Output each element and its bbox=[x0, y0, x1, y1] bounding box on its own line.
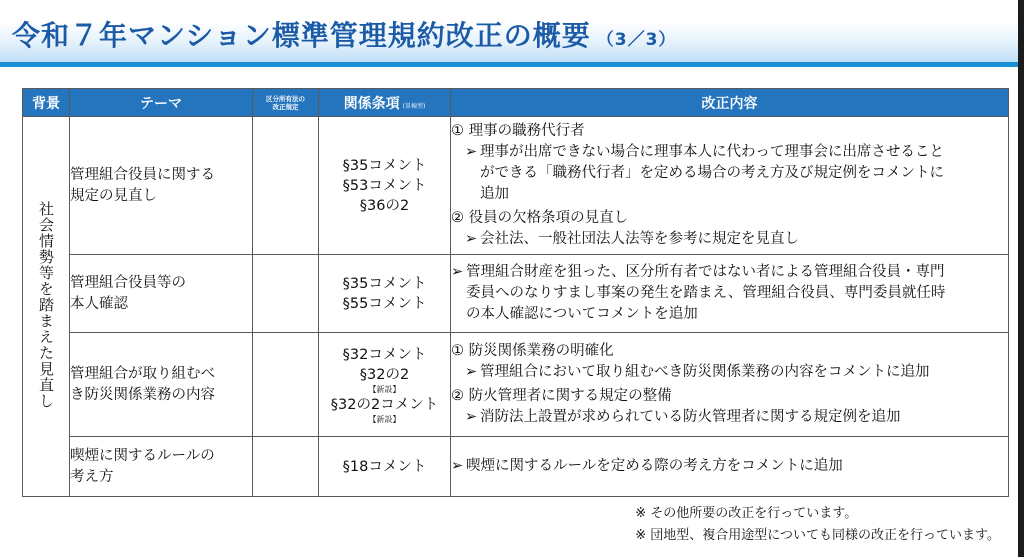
clause-cell bbox=[319, 117, 451, 255]
arrow-bullet-icon: ➢ bbox=[465, 231, 478, 247]
clause-cell bbox=[319, 255, 451, 333]
arrow-bullet-icon: ➢ bbox=[465, 364, 478, 380]
bullet-continuation: の本人確認についてコメントを追加 bbox=[466, 306, 698, 322]
clause-line: §32の2コメント bbox=[330, 396, 439, 413]
new-tag: 【新設】 bbox=[368, 384, 401, 394]
clause-line: §32の2 bbox=[359, 366, 410, 383]
theme-cell bbox=[70, 333, 253, 437]
header-kubun-line2: 改正規定 bbox=[272, 102, 299, 111]
header-kubun bbox=[253, 89, 319, 117]
revision-table bbox=[22, 88, 1009, 497]
window-edge bbox=[1018, 0, 1024, 557]
kubun-cell bbox=[253, 437, 319, 497]
theme-line: 管理組合が取り組むべ bbox=[70, 365, 215, 382]
item-title: ① 理事の職務代行者 bbox=[451, 123, 585, 139]
theme-line: き防災関係業務の内容 bbox=[70, 386, 215, 403]
clause-cell bbox=[319, 333, 451, 437]
bullet-continuation: ができる「職務代行者」を定める場合の考え方及び規定例をコメントに bbox=[480, 165, 944, 181]
bullet-line bbox=[451, 362, 1008, 383]
bullet-text: 喫煙に関するルールを定める際の考え方をコメントに追加 bbox=[466, 458, 843, 474]
clause-line: §53コメント bbox=[342, 177, 427, 194]
clause-line: §55コメント bbox=[342, 295, 427, 312]
page-title-text: 令和７年マンション標準管理規約改正の概要 bbox=[12, 19, 591, 52]
item-title: ② 役員の欠格条項の見直し bbox=[451, 210, 629, 226]
background-text: 社会情勢等を踏まえた見直し bbox=[37, 200, 55, 409]
bullet-text: 管理組合において取り組むべき防災関係業務の内容をコメントに追加 bbox=[480, 364, 930, 380]
footnotes bbox=[635, 503, 1000, 547]
bullet-line bbox=[451, 407, 1008, 428]
theme-cell bbox=[70, 117, 253, 255]
clause-line: §36の2 bbox=[359, 197, 410, 214]
background-cell bbox=[23, 117, 70, 497]
theme-cell bbox=[70, 255, 253, 333]
table-row bbox=[23, 255, 1009, 333]
footnote: ※ 団地型、複合用途型についても同様の改正を行っています。 bbox=[635, 528, 1000, 543]
footnote: ※ その他所要の改正を行っています。 bbox=[635, 506, 858, 521]
clause-line: §35コメント bbox=[342, 275, 427, 292]
theme-line: 考え方 bbox=[70, 468, 114, 485]
clause-line: §18コメント bbox=[342, 458, 427, 475]
content-cell bbox=[451, 117, 1009, 255]
header-clause-label: 関係条項 bbox=[343, 95, 400, 112]
item-title: ① 防災関係業務の明確化 bbox=[451, 343, 614, 359]
table-header-row bbox=[23, 89, 1009, 117]
theme-cell bbox=[70, 437, 253, 497]
theme-line: 管理組合役員に関する bbox=[70, 166, 215, 183]
theme-line: 管理組合役員等の bbox=[70, 274, 186, 291]
bullet-line bbox=[451, 456, 1008, 477]
kubun-cell bbox=[253, 333, 319, 437]
header-clause-sub: (単棟型) bbox=[402, 102, 426, 110]
arrow-bullet-icon: ➢ bbox=[451, 458, 464, 474]
table-row bbox=[23, 437, 1009, 497]
bullet-line bbox=[451, 262, 1008, 283]
header-content: 改正内容 bbox=[451, 89, 1009, 117]
theme-line: 規定の見直し bbox=[70, 187, 157, 204]
content-cell bbox=[451, 437, 1009, 497]
kubun-cell bbox=[253, 117, 319, 255]
header-theme: テーマ bbox=[70, 89, 253, 117]
arrow-bullet-icon: ➢ bbox=[465, 144, 478, 160]
clause-line: §35コメント bbox=[342, 157, 427, 174]
bullet-text: 会社法、一般社団法人法等を参考に規定を見直し bbox=[480, 231, 799, 247]
bullet-text: 消防法上設置が求められている防火管理者に関する規定例を追加 bbox=[480, 409, 901, 425]
arrow-bullet-icon: ➢ bbox=[451, 264, 464, 280]
clause-cell bbox=[319, 437, 451, 497]
theme-line: 喫煙に関するルールの bbox=[70, 447, 215, 464]
content-cell bbox=[451, 333, 1009, 437]
clause-line: §32コメント bbox=[342, 346, 427, 363]
bullet-text: 管理組合財産を狙った、区分所有者ではない者による管理組合役員・専門 bbox=[466, 264, 945, 280]
bullet-line bbox=[451, 229, 1008, 250]
content-cell bbox=[451, 255, 1009, 333]
theme-line: 本人確認 bbox=[70, 295, 128, 312]
header-kubun-line1: 区分所有法の bbox=[266, 94, 305, 103]
header-background: 背景 bbox=[23, 89, 70, 117]
bullet-text: 理事が出席できない場合に理事本人に代わって理事会に出席させること bbox=[480, 144, 944, 160]
table-row bbox=[23, 333, 1009, 437]
page-title bbox=[12, 14, 676, 54]
page-indicator: （3／3） bbox=[596, 30, 677, 50]
item-title: ② 防火管理者に関する規定の整備 bbox=[451, 388, 672, 404]
bullet-continuation: 委員へのなりすまし事案の発生を踏まえ、管理組合役員、専門委員就任時 bbox=[466, 285, 946, 301]
arrow-bullet-icon: ➢ bbox=[465, 409, 478, 425]
bullet-line bbox=[451, 142, 1008, 163]
header-clause bbox=[319, 89, 451, 117]
new-tag: 【新設】 bbox=[368, 414, 401, 424]
kubun-cell bbox=[253, 255, 319, 333]
table-row bbox=[23, 117, 1009, 255]
bullet-continuation: 追加 bbox=[480, 186, 509, 202]
title-bar bbox=[0, 0, 1018, 67]
